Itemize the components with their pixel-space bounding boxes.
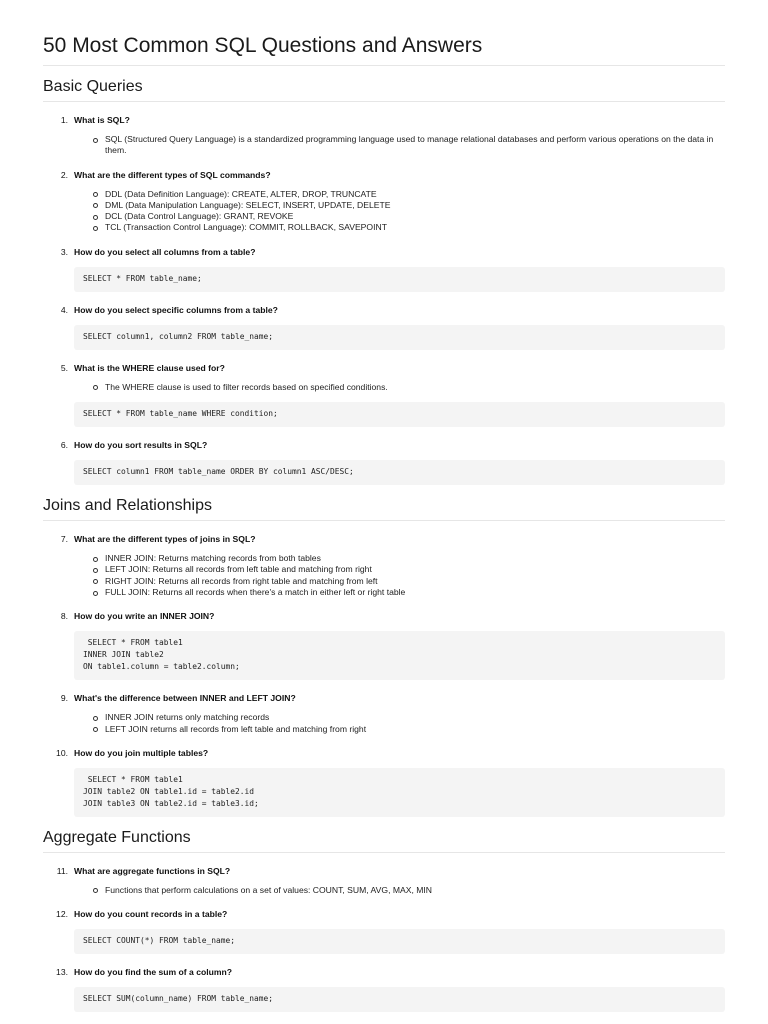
answer-bullet: INNER JOIN returns only matching records xyxy=(105,712,725,723)
question-text: How do you sort results in SQL? xyxy=(74,440,208,451)
answer-bullet: FULL JOIN: Returns all records when there's a match in either left or right table xyxy=(105,587,725,598)
answer-bullet: TCL (Transaction Control Language): COMMIT, ROLLBACK, SAVEPOINT xyxy=(105,222,725,233)
question-item xyxy=(43,114,725,157)
question-text: What are the different types of SQL commands? xyxy=(74,169,271,180)
answer-bullet: DCL (Data Control Language): GRANT, REVOKE xyxy=(105,211,725,222)
question-number: 6. xyxy=(60,440,68,451)
question-text: How do you count records in a table? xyxy=(74,909,228,920)
question-text: How do you find the sum of a column? xyxy=(74,967,233,978)
question-item xyxy=(43,533,725,598)
question-item xyxy=(43,747,725,817)
code-block: SELECT column1, column2 FROM table_name; xyxy=(74,325,725,350)
answer-list xyxy=(74,712,725,735)
question-item xyxy=(43,304,725,350)
question-item xyxy=(43,610,725,680)
code-block: SELECT * FROM table_name WHERE condition; xyxy=(74,402,725,427)
answer-bullet: Functions that perform calculations on a set of values: COUNT, SUM, AVG, MAX, MIN xyxy=(105,885,725,896)
section-heading: Joins and Relationships xyxy=(43,497,725,521)
code-block: SELECT * FROM table1 JOIN table2 ON table1.id = table2.id JOIN table3 ON table2.id = table3.id; xyxy=(74,768,725,817)
question-text: How do you write an INNER JOIN? xyxy=(74,611,215,622)
question-list xyxy=(43,865,725,1012)
question-item xyxy=(43,908,725,954)
question-list xyxy=(43,533,725,817)
answer-bullet: The WHERE clause is used to filter records based on specified conditions. xyxy=(105,382,725,393)
question-number: 4. xyxy=(60,304,68,315)
section xyxy=(43,497,725,817)
answer-bullet: INNER JOIN: Returns matching records from both tables xyxy=(105,553,725,564)
page-title: 50 Most Common SQL Questions and Answers xyxy=(43,34,725,66)
question-number: 13. xyxy=(56,967,68,978)
code-block: SELECT * FROM table1 INNER JOIN table2 ON table1.column = table2.column; xyxy=(74,631,725,680)
question-number: 3. xyxy=(60,246,68,257)
question-item xyxy=(43,246,725,292)
question-text: How do you join multiple tables? xyxy=(74,747,209,758)
question-number: 8. xyxy=(60,611,68,622)
question-item xyxy=(43,692,725,735)
answer-bullet: LEFT JOIN returns all records from left table and matching from right xyxy=(105,724,725,735)
document-content xyxy=(43,78,725,1012)
answer-bullet: DDL (Data Definition Language): CREATE, ALTER, DROP, TRUNCATE xyxy=(105,189,725,200)
question-text: What is the WHERE clause used for? xyxy=(74,362,225,373)
section-heading: Basic Queries xyxy=(43,78,725,102)
question-number: 1. xyxy=(60,115,68,125)
question-number: 7. xyxy=(60,534,68,545)
code-block: SELECT SUM(column_name) FROM table_name; xyxy=(74,987,725,1012)
question-text: How do you select all columns from a table? xyxy=(74,246,256,257)
code-block: SELECT COUNT(*) FROM table_name; xyxy=(74,929,725,954)
answer-list xyxy=(74,189,725,234)
question-number: 9. xyxy=(60,693,68,704)
section-heading: Aggregate Functions xyxy=(43,829,725,853)
question-text: What are aggregate functions in SQL? xyxy=(74,865,231,876)
answer-bullet: SQL (Structured Query Language) is a standardized programming language used to manage relational databases and perform various operations on the data in them. xyxy=(105,134,725,157)
question-number: 5. xyxy=(60,362,68,373)
question-text: What are the different types of joins in SQL? xyxy=(74,534,256,545)
question-item xyxy=(43,362,725,427)
question-item xyxy=(43,865,725,896)
answer-bullet: LEFT JOIN: Returns all records from left table and matching from right xyxy=(105,564,725,575)
question-item xyxy=(43,169,725,234)
question-number: 11. xyxy=(56,865,68,876)
question-number: 12. xyxy=(56,909,68,920)
answer-bullet: RIGHT JOIN: Returns all records from right table and matching from left xyxy=(105,576,725,587)
question-list xyxy=(43,114,725,485)
answer-bullet: DML (Data Manipulation Language): SELECT, INSERT, UPDATE, DELETE xyxy=(105,200,725,211)
code-block: SELECT * FROM table_name; xyxy=(74,267,725,292)
code-block: SELECT column1 FROM table_name ORDER BY column1 ASC/DESC; xyxy=(74,460,725,485)
question-text: What is SQL? xyxy=(74,115,130,125)
section xyxy=(43,829,725,1012)
question-text: What's the difference between INNER and LEFT JOIN? xyxy=(74,693,296,704)
answer-list xyxy=(74,382,725,393)
question-item xyxy=(43,966,725,1012)
question-number: 2. xyxy=(60,169,68,180)
section xyxy=(43,78,725,485)
answer-list xyxy=(74,885,725,896)
question-number: 10. xyxy=(56,747,68,758)
answer-list xyxy=(74,553,725,598)
answer-list xyxy=(74,134,725,157)
question-item xyxy=(43,439,725,485)
question-text: How do you select specific columns from a table? xyxy=(74,304,278,315)
